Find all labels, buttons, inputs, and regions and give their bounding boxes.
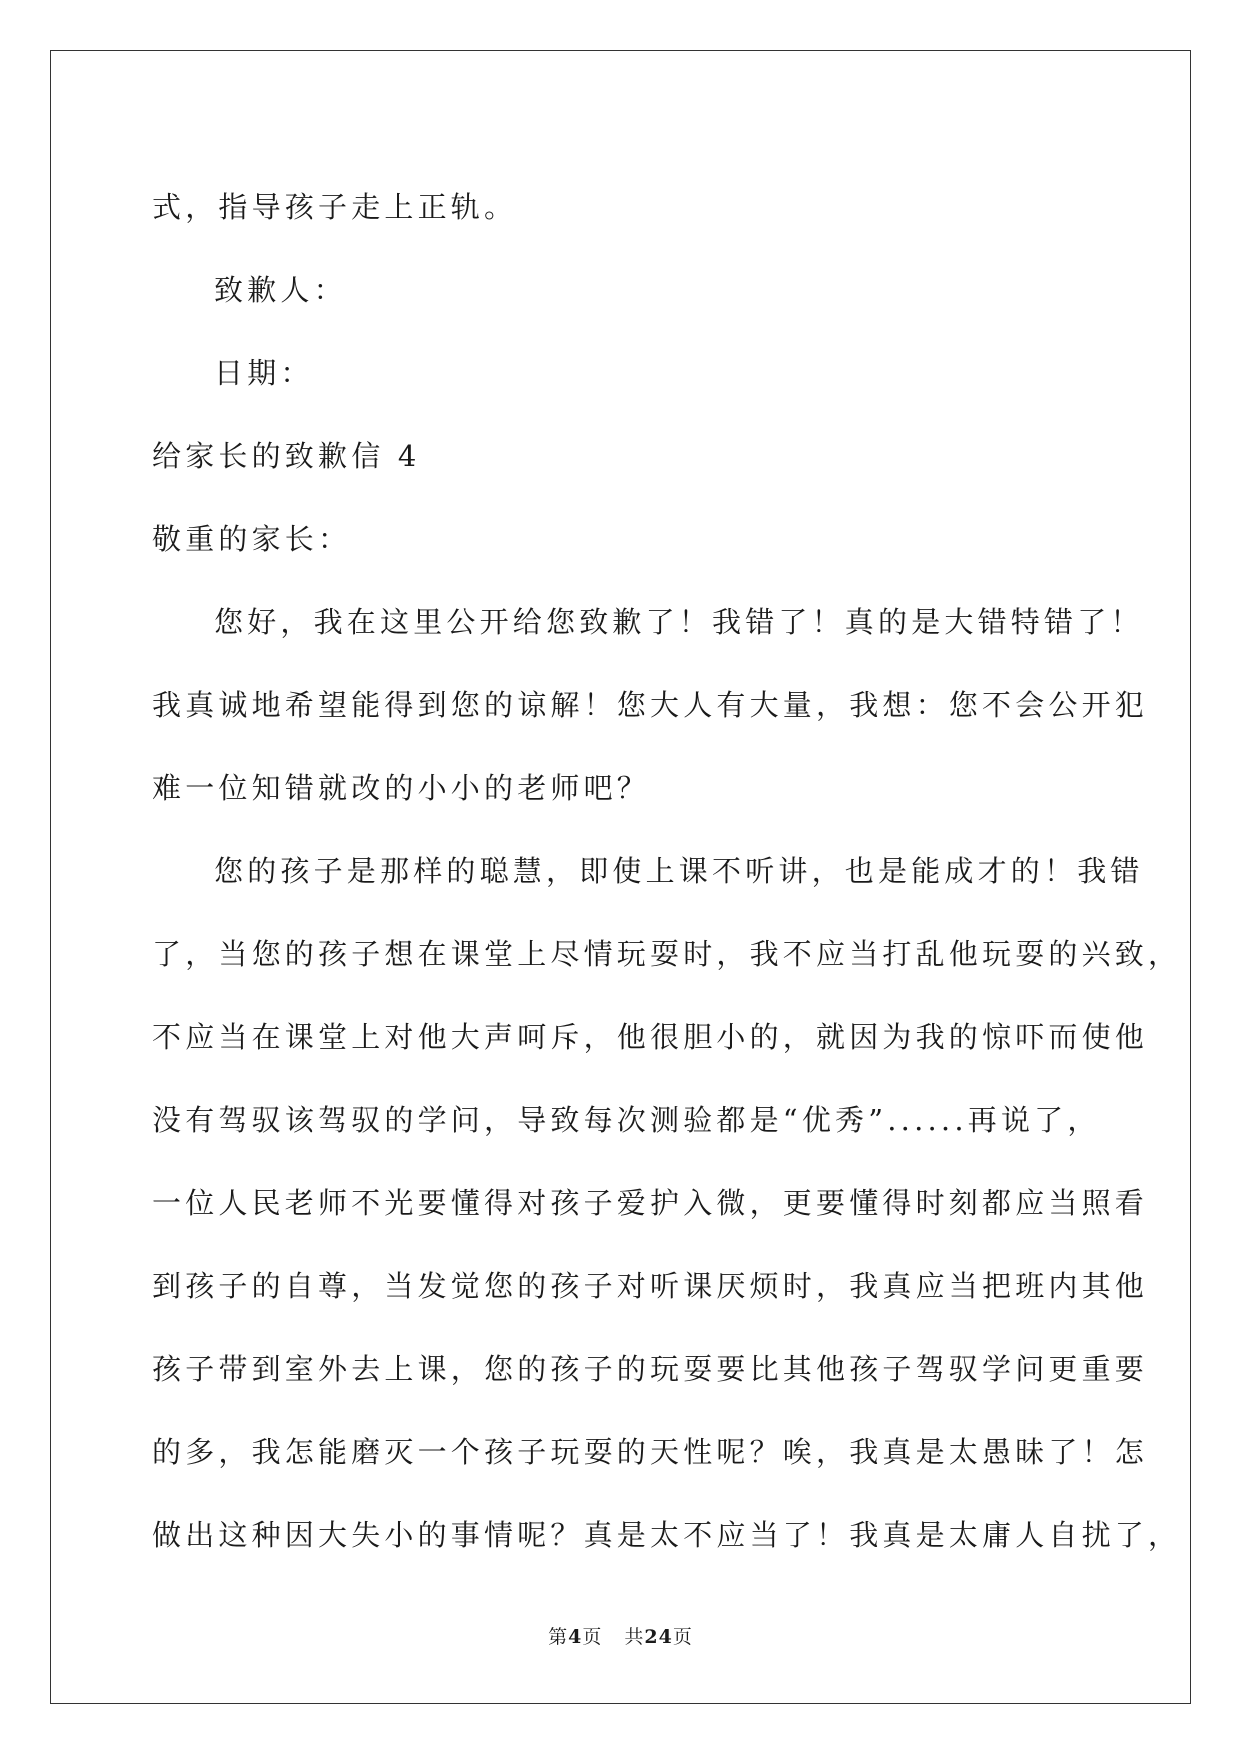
paragraph-line: 您好，我在这里公开给您致歉了！我错了！真的是大错特错了！ <box>214 605 1144 639</box>
paragraph-line: 做出这种因大失小的事情呢？真是太不应当了！我真是太庸人自扰了， <box>152 1518 1182 1552</box>
total-pages: 24 <box>644 1626 673 1648</box>
salutation: 敬重的家长： <box>152 522 352 556</box>
date-label: 日期： <box>214 356 314 390</box>
text-line: 式，指导孩子走上正轨。 <box>152 190 518 224</box>
page-footer <box>0 1622 1241 1649</box>
footer-page-suffix: 页 <box>582 1626 603 1648</box>
section-heading: 给家长的致歉信 4 <box>152 439 421 473</box>
footer-total-suffix: 页 <box>672 1626 693 1648</box>
page-number: 4 <box>568 1626 583 1648</box>
paragraph-line: 的多，我怎能磨灭一个孩子玩耍的天性呢？唉，我真是太愚昧了！怎 <box>152 1435 1149 1469</box>
paragraph-line: 没有驾驭该驾驭的学问，导致每次测验都是“优秀”......再说了， <box>152 1103 1101 1137</box>
paragraph-line: 不应当在课堂上对他大声呵斥，他很胆小的，就因为我的惊吓而使他 <box>152 1020 1149 1054</box>
document-body <box>152 166 1182 1577</box>
paragraph-line: 孩子带到室外去上课，您的孩子的玩耍要比其他孩子驾驭学问更重要 <box>152 1352 1149 1386</box>
paragraph-line: 到孩子的自尊，当发觉您的孩子对听课厌烦时，我真应当把班内其他 <box>152 1269 1149 1303</box>
footer-total-prefix: 共 <box>624 1626 645 1648</box>
paragraph-line: 一位人民老师不光要懂得对孩子爱护入微，更要懂得时刻都应当照看 <box>152 1186 1149 1220</box>
footer-prefix: 第 <box>548 1626 569 1648</box>
paragraph-line: 难一位知错就改的小小的老师吧？ <box>152 771 651 805</box>
paragraph-line: 了，当您的孩子想在课堂上尽情玩耍时，我不应当打乱他玩耍的兴致， <box>152 937 1182 971</box>
paragraph-line: 我真诚地希望能得到您的谅解！您大人有大量，我想：您不会公开犯 <box>152 688 1149 722</box>
signature-label: 致歉人： <box>214 273 347 307</box>
paragraph-line: 您的孩子是那样的聪慧，即使上课不听讲，也是能成才的！我错 <box>214 854 1144 888</box>
